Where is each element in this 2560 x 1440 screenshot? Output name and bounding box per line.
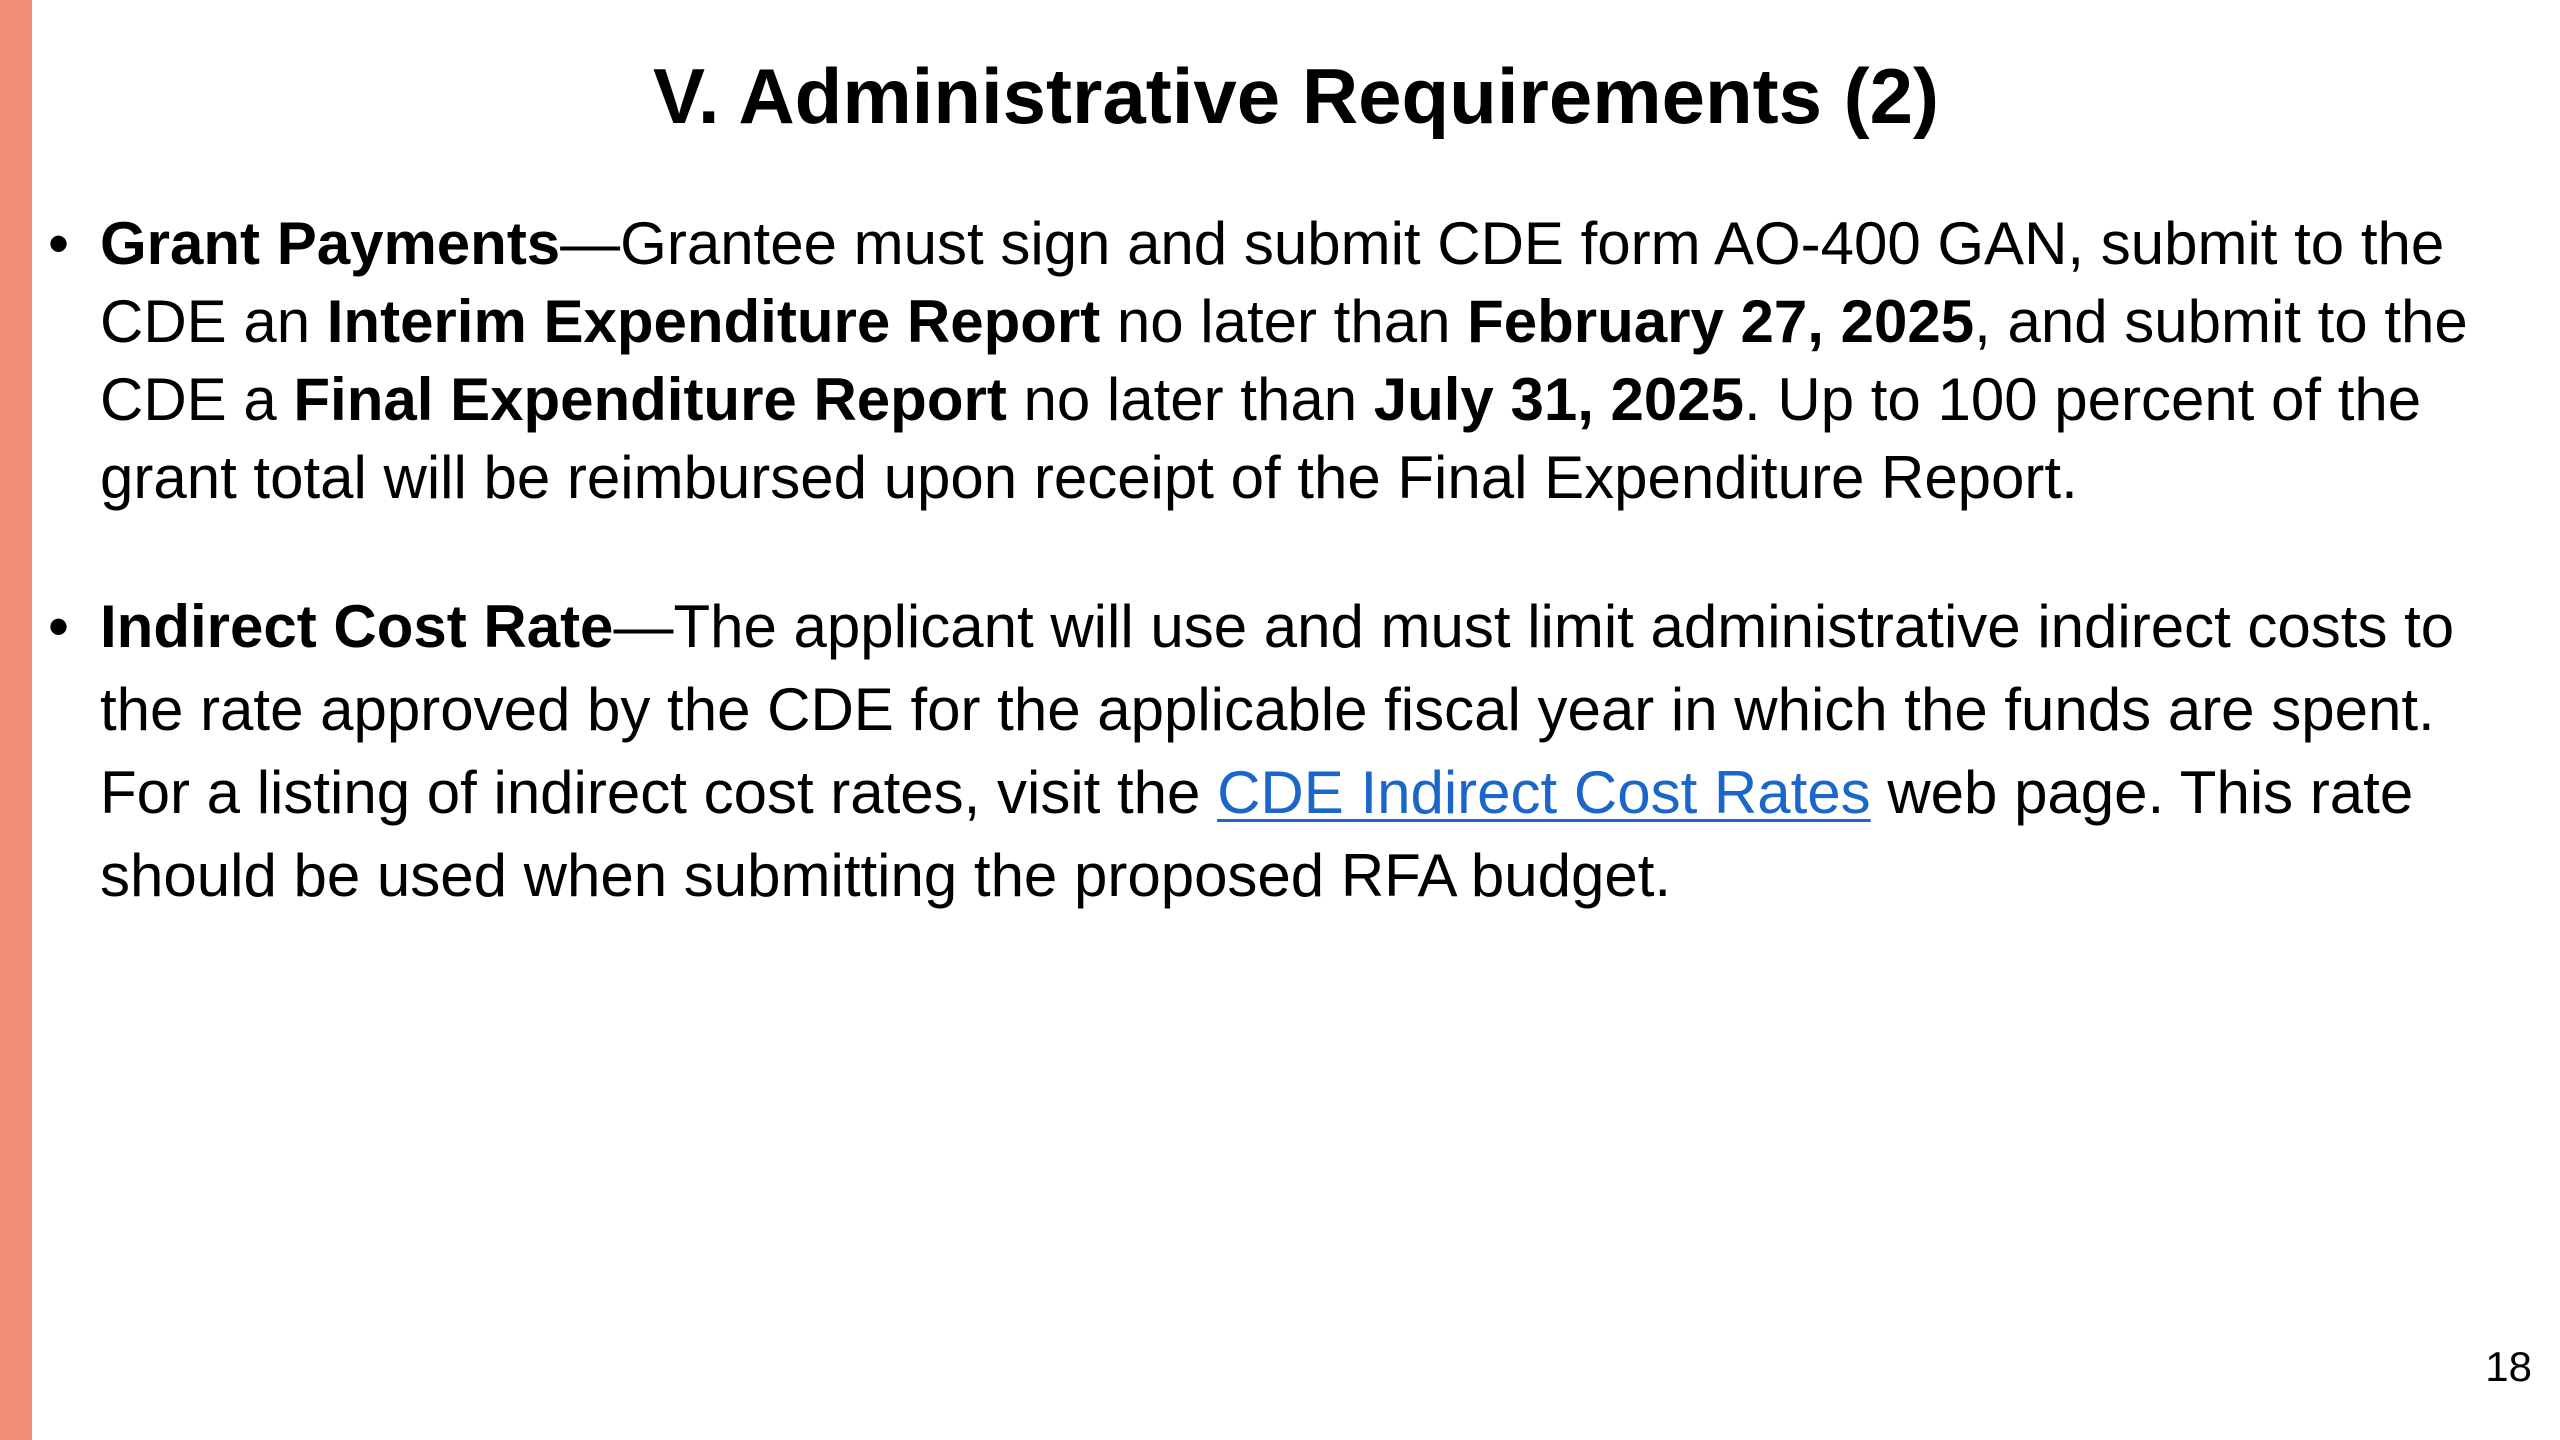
accent-bar — [0, 0, 32, 1440]
bullet-text: web page. This rate should be used when submitting the proposed RFA budget. — [100, 759, 2414, 909]
bullet-text: —The applicant will use and must limit administrative indirect costs to the rate approved by the CDE for the applicable fiscal year in which the funds are spent. For a listing of indirect cost rates, visit the — [100, 593, 2455, 826]
bold-date: February 27, 2025 — [1467, 288, 1975, 355]
bold-term: Final Expenditure Report — [293, 366, 1007, 433]
bullet-heading: Indirect Cost Rate — [100, 593, 614, 660]
bullet-text: , and submit to the CDE a — [100, 288, 2468, 433]
bullet-icon: • — [48, 210, 70, 277]
slide-title: V. Administrative Requirements (2) — [653, 52, 1939, 140]
bullet-grant-payments — [46, 205, 2516, 517]
cde-indirect-cost-rates-link[interactable]: CDE Indirect Cost Rates — [1217, 759, 1871, 826]
bold-term: Interim Expenditure Report — [326, 288, 1101, 355]
bold-date: July 31, 2025 — [1373, 366, 1745, 433]
bullet-text: no later than — [1100, 288, 1468, 355]
page-number: 18 — [2485, 1343, 2532, 1390]
bullet-text: —Grantee must sign and submit CDE form AO-400 GAN, submit to the CDE an — [100, 210, 2445, 355]
bullet-heading: Grant Payments — [100, 210, 561, 277]
bullet-list — [46, 205, 2516, 917]
bullet-text: no later than — [1006, 366, 1374, 433]
bullet-indirect-cost-rate — [46, 585, 2516, 917]
bullet-text: . Up to 100 percent of the grant total will be reimbursed upon receipt of the Final Expenditure Report. — [100, 366, 2422, 511]
bullet-icon: • — [48, 593, 70, 660]
